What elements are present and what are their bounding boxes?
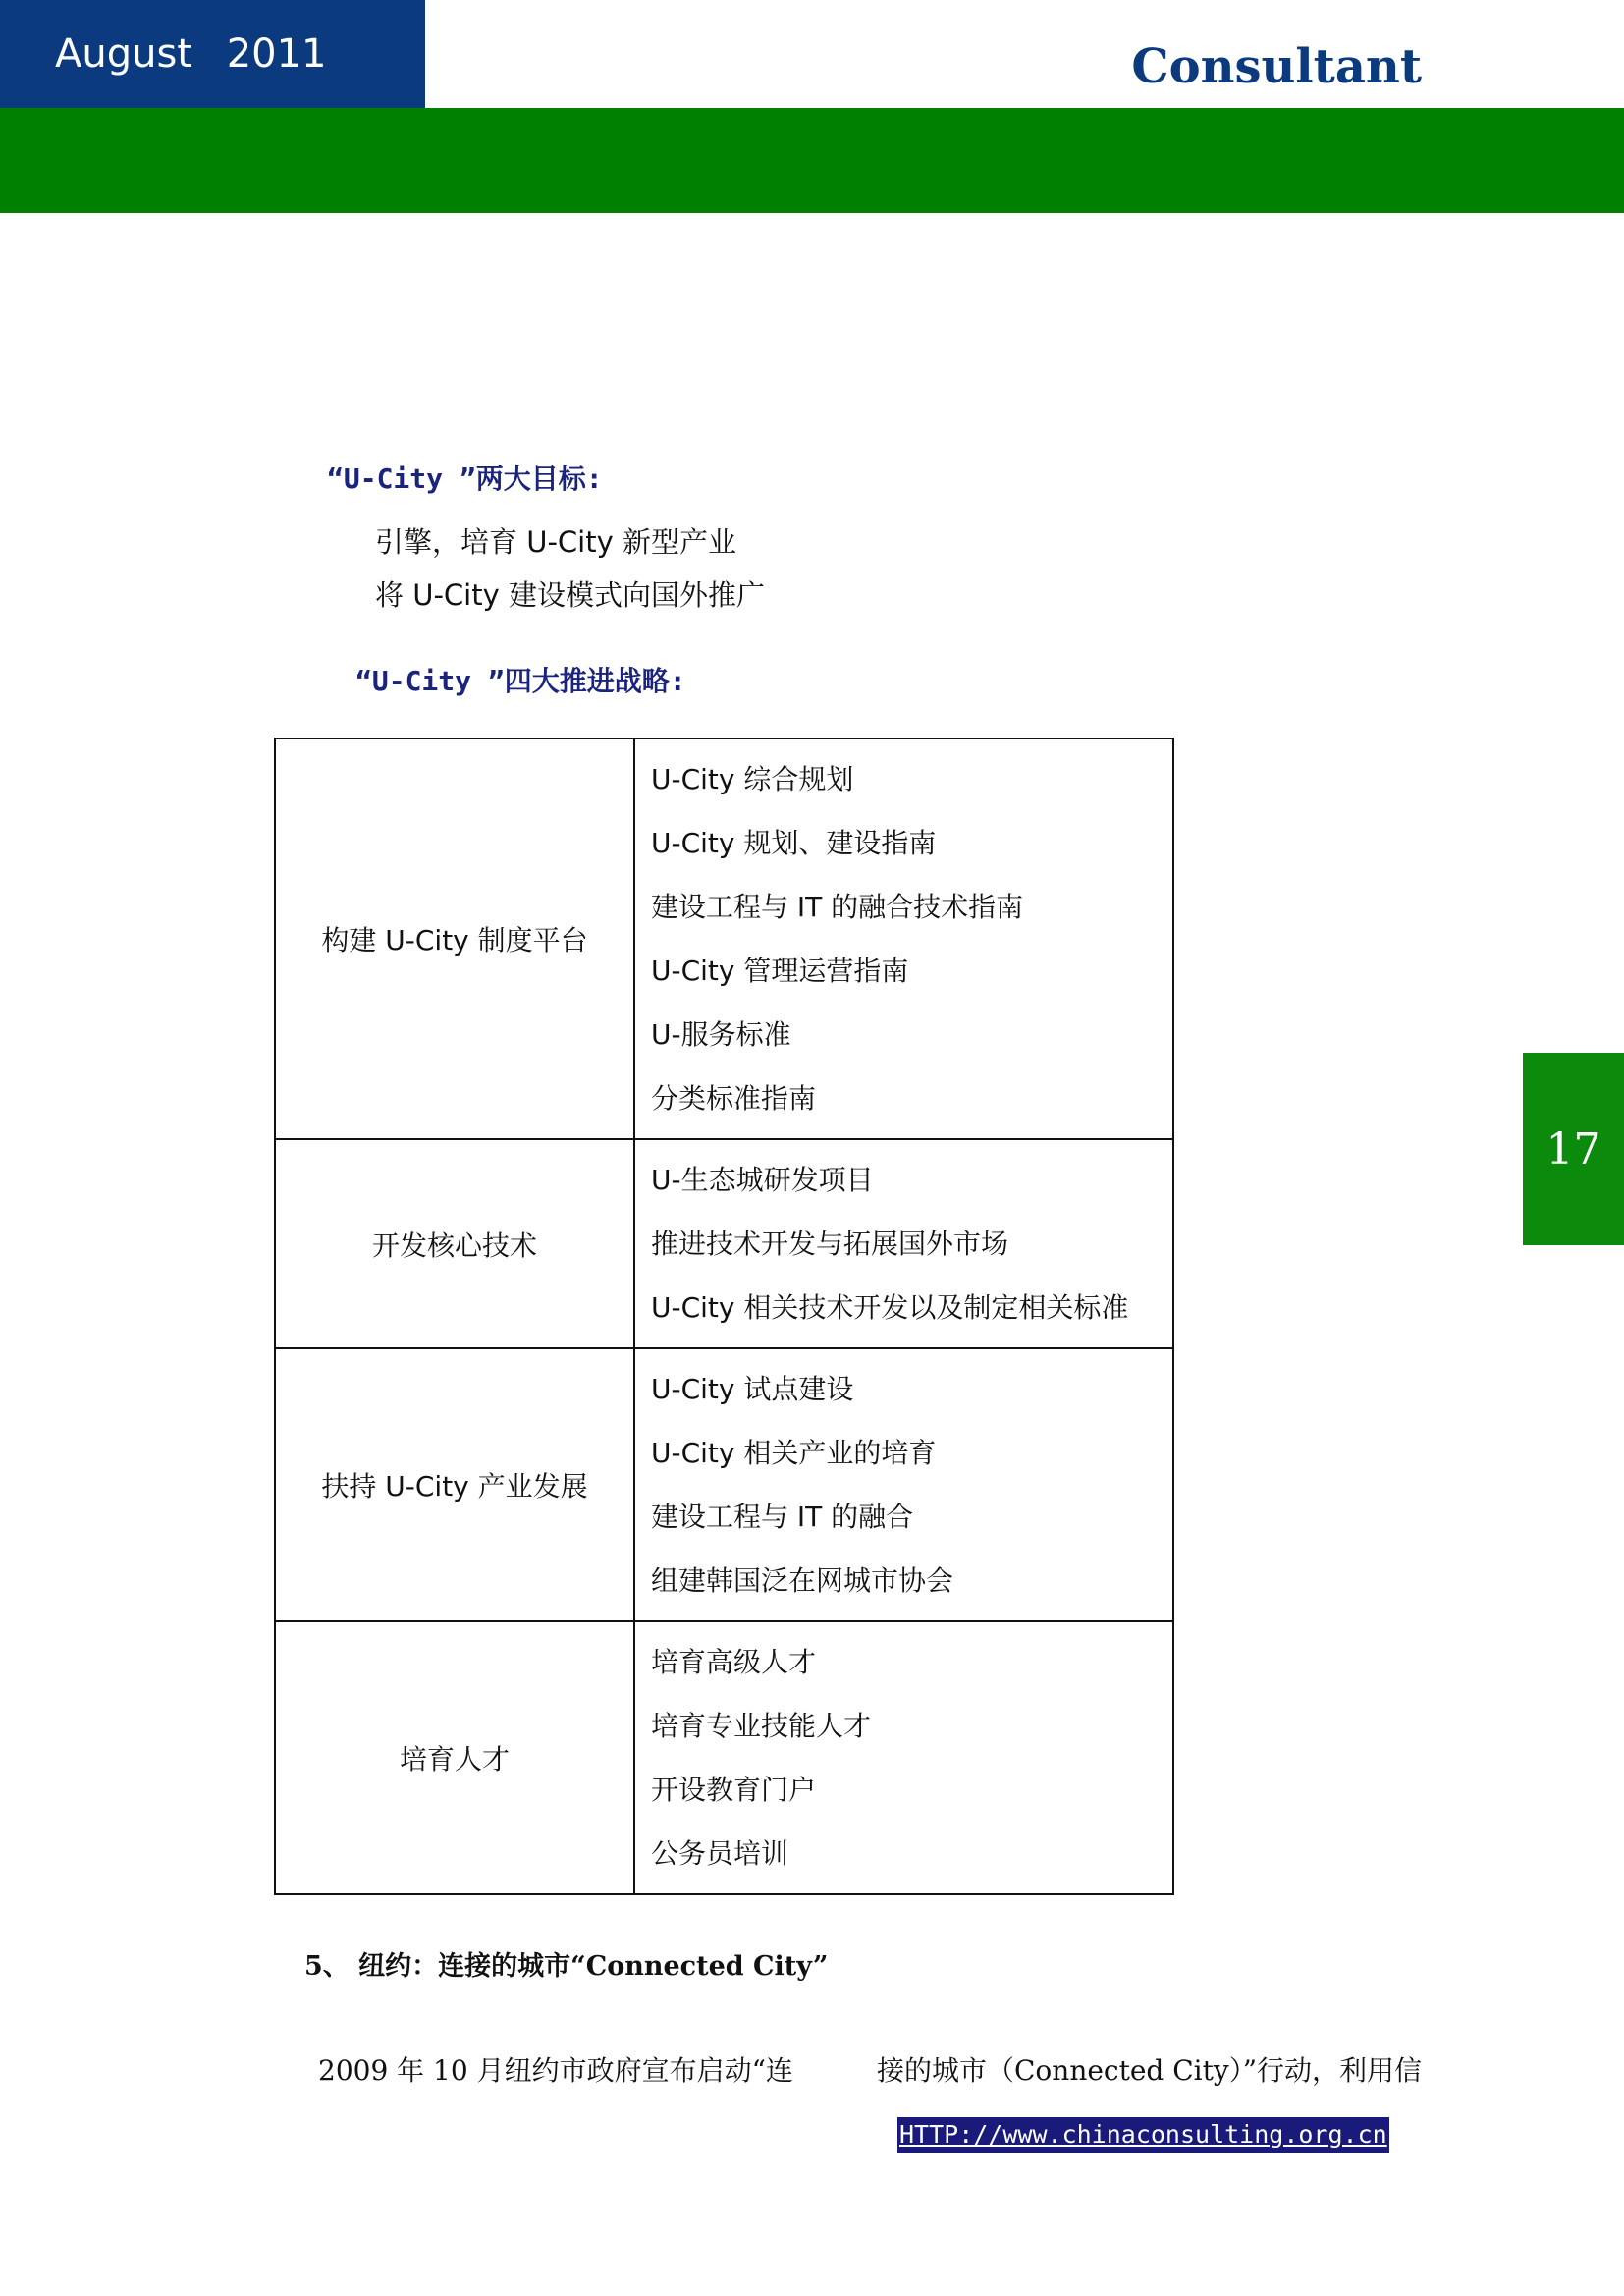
strategy-item: U-服务标准 <box>651 1018 791 1051</box>
strategy-category: 培育人才 <box>275 1621 634 1894</box>
strategy-item: 分类标准指南 <box>651 1082 817 1115</box>
strategy-item: U-City 管理运营指南 <box>651 955 909 987</box>
strategy-category: 构建 U-City 制度平台 <box>275 738 634 1139</box>
footer-url-link[interactable]: HTTP://www.chinaconsulting.org.cn <box>897 2117 1389 2153</box>
strategy-category: 开发核心技术 <box>275 1139 634 1348</box>
strategy-item: U-City 综合规划 <box>651 763 854 795</box>
header-band <box>0 108 1624 213</box>
table-row <box>275 1139 1173 1348</box>
table-row <box>275 1348 1173 1621</box>
strategy-items <box>634 1139 1173 1348</box>
strategy-table <box>274 738 1174 1895</box>
strategy-item: 组建韩国泛在网城市协会 <box>651 1564 954 1597</box>
section-title: 5、 纽约：连接的城市“Connected City” <box>304 1951 829 1982</box>
goal-item: 引擎，培育 U-City 新型产业 <box>375 525 736 559</box>
strategy-item: U-City 相关技术开发以及制定相关标准 <box>651 1291 1129 1324</box>
body-text: 2009 年 10 月纽约市政府宣布启动“连 <box>318 2054 793 2087</box>
body-text: 接的城市（Connected City）”行动，利用信 <box>877 2054 1423 2087</box>
strategy-items <box>634 1621 1173 1894</box>
strategy-heading: “U-City ”四大推进战略: <box>355 665 686 697</box>
page-number: 17 <box>1523 1053 1624 1245</box>
strategy-item: 建设工程与 IT 的融合 <box>651 1501 914 1533</box>
strategy-item: U-City 相关产业的培育 <box>651 1437 937 1469</box>
strategy-item: 公务员培训 <box>651 1837 789 1870</box>
strategy-item: U-City 试点建设 <box>651 1373 854 1405</box>
table-row <box>275 1621 1173 1894</box>
strategy-item: 开设教育门户 <box>651 1774 817 1806</box>
strategy-item: 培育专业技能人才 <box>651 1710 872 1742</box>
strategy-item: 建设工程与 IT 的融合技术指南 <box>651 891 1024 923</box>
strategy-category: 扶持 U-City 产业发展 <box>275 1348 634 1621</box>
strategy-items <box>634 1348 1173 1621</box>
strategy-item: 培育高级人才 <box>651 1646 817 1678</box>
strategy-item: U-City 规划、建设指南 <box>651 827 937 859</box>
table-row <box>275 738 1173 1139</box>
strategy-items <box>634 738 1173 1139</box>
goals-heading: “U-City ”两大目标: <box>327 463 603 495</box>
goal-item: 将 U-City 建设模式向国外推广 <box>375 578 765 612</box>
strategy-item: 推进技术开发与拓展国外市场 <box>651 1228 1009 1260</box>
strategy-item: U-生态城研发项目 <box>651 1164 874 1196</box>
magazine-brand: Consultant <box>1131 39 1422 94</box>
issue-date: August 2011 <box>0 0 425 108</box>
